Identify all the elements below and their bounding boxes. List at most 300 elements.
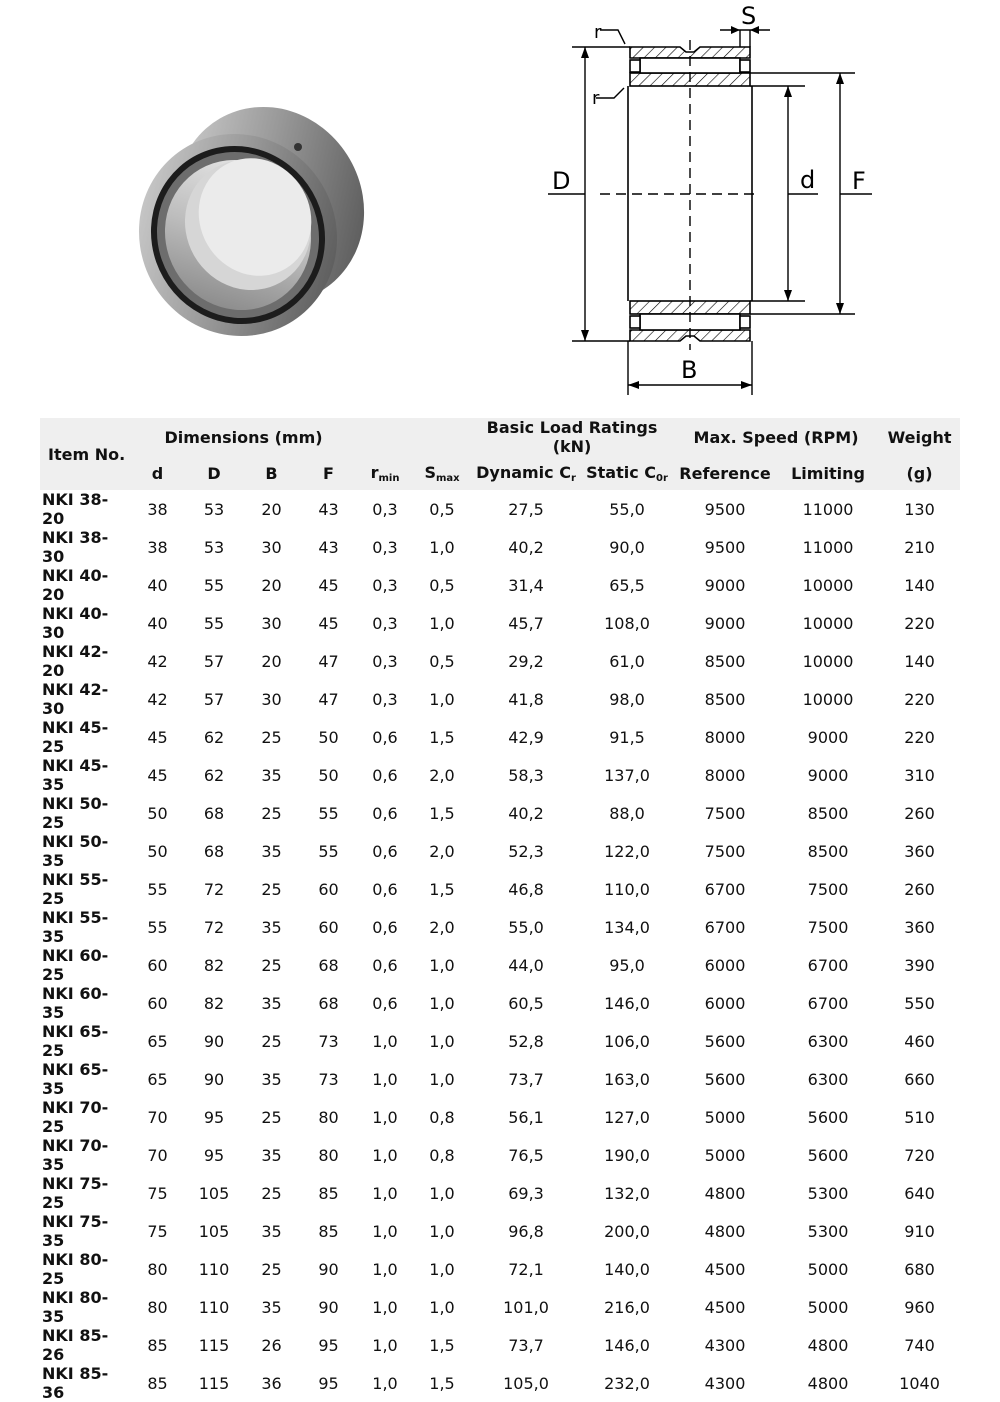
table-cell: 122,0 [604,841,650,861]
table-cell: 5000 [807,1259,849,1279]
table-cell: 35 [261,1221,282,1241]
table-cell: 85 [147,1373,168,1393]
col-B: B [243,456,300,490]
table-cell: 53 [203,499,225,519]
table-cell: 25 [261,1183,282,1203]
table-cell: 1,5 [429,879,455,899]
table-cell: 216,0 [604,1297,650,1317]
table-cell: 0,8 [429,1145,455,1165]
item-number: NKI 42-20 [42,642,109,680]
table-row [40,832,960,870]
header-item-no: Item No. [40,418,130,490]
table-cell: 1,0 [372,1297,398,1317]
table-cell: 40 [147,575,168,595]
table-cell: 910 [904,1221,935,1241]
table-cell: 45 [147,765,168,785]
table-cell: 90 [203,1069,225,1089]
table-cell: 35 [261,917,282,937]
table-cell: 30 [261,537,282,557]
table-row [40,1098,960,1136]
table-cell: 95 [203,1107,225,1127]
table-row [40,1288,960,1326]
table-cell: 146,0 [604,1335,650,1355]
table-cell: 1,0 [372,1221,398,1241]
table-cell: 9000 [704,575,746,595]
table-cell: 80 [147,1259,168,1279]
label-d-outer: D [552,167,571,195]
col-dynamic: Dynamic $C_r$ [471,456,581,490]
table-cell: 73,7 [508,1335,544,1355]
table-cell: 95 [203,1145,225,1165]
table-cell: 60,5 [508,993,544,1013]
table-cell: 8500 [704,689,746,709]
table-cell: 6300 [807,1069,849,1089]
table-cell: 55 [147,879,168,899]
table-cell: 190,0 [604,1145,650,1165]
table-cell: 80 [318,1107,339,1127]
table-cell: 35 [261,841,282,861]
col-s-max: $S_{max}$ [413,456,471,490]
table-cell: 72,1 [508,1259,544,1279]
table-cell: 4800 [704,1183,746,1203]
table-row [40,642,960,680]
item-number: NKI 55-25 [42,870,109,908]
table-cell: 73 [318,1031,339,1051]
label-d-inner: d [800,166,816,194]
table-cell: 550 [904,993,935,1013]
table-cell: 0,3 [372,537,398,557]
table-cell: 57 [203,689,225,709]
table-cell: 25 [261,955,282,975]
table-cell: 140 [904,651,935,671]
item-number: NKI 85-36 [42,1364,109,1402]
table-cell: 42,9 [508,727,544,747]
table-row [40,1250,960,1288]
table-cell: 0,8 [429,1107,455,1127]
table-cell: 46,8 [508,879,544,899]
table-cell: 11000 [802,499,854,519]
table-cell: 4500 [704,1259,746,1279]
table-cell: 1,5 [429,1373,455,1393]
table-row [40,984,960,1022]
table-cell: 42 [147,689,168,709]
table-cell: 60 [147,993,168,1013]
table-cell: 35 [261,1297,282,1317]
label-f: F [852,167,866,195]
table-cell: 47 [318,651,339,671]
table-cell: 55 [318,841,339,861]
table-cell: 1,0 [372,1373,398,1393]
table-cell: 70 [147,1107,168,1127]
col-D: D [185,456,243,490]
table-cell: 25 [261,879,282,899]
table-cell: 90 [203,1031,225,1051]
table-cell: 76,5 [508,1145,544,1165]
item-number: NKI 55-35 [42,908,109,946]
table-cell: 68 [318,955,339,975]
table-cell: 5000 [704,1107,746,1127]
table-cell: 1,0 [429,1297,455,1317]
item-number: NKI 80-25 [42,1250,109,1288]
table-cell: 20 [261,499,282,519]
table-cell: 31,4 [508,575,544,595]
table-cell: 40,2 [508,803,544,823]
table-cell: 5600 [704,1069,746,1089]
table-cell: 56,1 [508,1107,544,1127]
table-cell: 5600 [807,1145,849,1165]
table-cell: 25 [261,727,282,747]
table-cell: 1,5 [429,1335,455,1355]
table-cell: 1,0 [429,955,455,975]
header-max-speed: Max. Speed (RPM) [673,418,879,456]
table-cell: 0,6 [372,955,398,975]
table-row [40,1174,960,1212]
table-cell: 35 [261,1069,282,1089]
table-cell: 163,0 [604,1069,650,1089]
table-cell: 6700 [807,993,849,1013]
item-number: NKI 50-25 [42,794,109,832]
table-cell: 25 [261,803,282,823]
specification-table [40,418,960,1402]
table-cell: 36 [261,1373,282,1393]
table-cell: 105 [198,1183,230,1203]
table-cell: 6000 [704,955,746,975]
table-cell: 0,5 [429,499,455,519]
table-cell: 69,3 [508,1183,544,1203]
table-cell: 41,8 [508,689,544,709]
table-cell: 0,3 [372,499,398,519]
table-cell: 88,0 [609,803,645,823]
col-static: Static $C_{0r}$ [581,456,673,490]
table-cell: 0,5 [429,575,455,595]
header-weight: Weight [879,418,960,456]
table-cell: 62 [203,765,225,785]
table-cell: 45 [147,727,168,747]
table-cell: 510 [904,1107,935,1127]
table-cell: 6700 [704,879,746,899]
table-cell: 65 [147,1069,168,1089]
table-cell: 75 [147,1221,168,1241]
table-cell: 95 [318,1335,339,1355]
table-cell: 1,0 [372,1183,398,1203]
table-cell: 0,6 [372,765,398,785]
table-cell: 1,0 [372,1031,398,1051]
table-cell: 9000 [807,727,849,747]
table-cell: 80 [147,1297,168,1317]
table-row [40,794,960,832]
table-cell: 35 [261,765,282,785]
table-cell: 57 [203,651,225,671]
table-cell: 640 [904,1183,935,1203]
table-cell: 110,0 [604,879,650,899]
col-d: d [130,456,185,490]
table-cell: 1,0 [372,1259,398,1279]
table-cell: 108,0 [604,613,650,633]
table-cell: 42 [147,651,168,671]
table-row [40,1326,960,1364]
table-cell: 106,0 [604,1031,650,1051]
table-cell: 8500 [807,803,849,823]
table-cell: 137,0 [604,765,650,785]
table-cell: 50 [147,841,168,861]
table-cell: 132,0 [604,1183,650,1203]
table-cell: 1,5 [429,727,455,747]
table-cell: 82 [203,955,225,975]
table-row [40,756,960,794]
table-row [40,1212,960,1250]
table-cell: 127,0 [604,1107,650,1127]
item-number: NKI 60-25 [42,946,109,984]
table-cell: 0,3 [372,575,398,595]
table-cell: 232,0 [604,1373,650,1393]
table-cell: 0,6 [372,727,398,747]
table-row [40,1060,960,1098]
table-cell: 0,3 [372,689,398,709]
table-cell: 52,8 [508,1031,544,1051]
table-cell: 35 [261,1145,282,1165]
table-cell: 55 [203,575,225,595]
table-cell: 20 [261,651,282,671]
table-cell: 27,5 [508,499,544,519]
table-cell: 4500 [704,1297,746,1317]
table-cell: 2,0 [429,917,455,937]
table-cell: 4800 [807,1335,849,1355]
table-cell: 0,6 [372,879,398,899]
bearing-cross-section-drawing [540,0,880,400]
item-number: NKI 65-35 [42,1060,109,1098]
table-cell: 72 [203,917,225,937]
table-row [40,680,960,718]
table-row [40,718,960,756]
table-cell: 0,3 [372,651,398,671]
table-cell: 110 [198,1259,230,1279]
table-cell: 660 [904,1069,935,1089]
table-cell: 6000 [704,993,746,1013]
table-cell: 25 [261,1259,282,1279]
table-cell: 58,3 [508,765,544,785]
table-row [40,1022,960,1060]
table-cell: 55 [147,917,168,937]
table-cell: 9500 [704,537,746,557]
table-cell: 5300 [807,1221,849,1241]
table-cell: 0,6 [372,841,398,861]
table-cell: 6700 [704,917,746,937]
table-cell: 26 [261,1335,282,1355]
table-cell: 70 [147,1145,168,1165]
table-row [40,1136,960,1174]
table-cell: 95 [318,1373,339,1393]
table-cell: 10000 [802,689,854,709]
table-cell: 62 [203,727,225,747]
table-cell: 6700 [807,955,849,975]
table-row [40,870,960,908]
table-cell: 6300 [807,1031,849,1051]
label-r-top: r [594,22,602,43]
table-cell: 220 [904,689,935,709]
table-cell: 10000 [802,651,854,671]
table-cell: 260 [904,879,935,899]
table-cell: 9000 [704,613,746,633]
table-cell: 75 [147,1183,168,1203]
table-cell: 47 [318,689,339,709]
table-cell: 43 [318,499,339,519]
table-cell: 360 [904,917,935,937]
table-cell: 1,0 [429,1069,455,1089]
table-cell: 1,0 [429,1031,455,1051]
table-cell: 1,0 [429,613,455,633]
table-cell: 1,0 [429,1221,455,1241]
table-cell: 60 [318,917,339,937]
table-cell: 55 [203,613,225,633]
table-cell: 72 [203,879,225,899]
table-cell: 146,0 [604,993,650,1013]
table-row [40,566,960,604]
table-cell: 1,0 [429,993,455,1013]
table-cell: 1,0 [429,1183,455,1203]
table-cell: 5600 [704,1031,746,1051]
table-cell: 1,0 [429,689,455,709]
col-F: F [300,456,357,490]
bearing-photo [120,95,370,345]
table-cell: 0,6 [372,917,398,937]
table-row [40,528,960,566]
table-cell: 101,0 [503,1297,549,1317]
table-cell: 8500 [704,651,746,671]
table-cell: 7500 [807,917,849,937]
item-number: NKI 42-30 [42,680,109,718]
table-cell: 115 [198,1373,230,1393]
table-cell: 220 [904,613,935,633]
table-cell: 95,0 [609,955,645,975]
table-cell: 61,0 [609,651,645,671]
item-number: NKI 60-35 [42,984,109,1022]
table-cell: 1,0 [372,1107,398,1127]
table-cell: 1,5 [429,803,455,823]
table-cell: 1,0 [429,537,455,557]
header-dimensions: Dimensions (mm) [130,418,357,456]
item-number: NKI 85-26 [42,1326,109,1364]
item-number: NKI 75-35 [42,1212,109,1250]
table-cell: 60 [318,879,339,899]
table-cell: 4800 [704,1221,746,1241]
table-cell: 53 [203,537,225,557]
table-cell: 105 [198,1221,230,1241]
table-cell: 210 [904,537,935,557]
item-number: NKI 45-25 [42,718,109,756]
table-cell: 68 [318,993,339,1013]
table-cell: 1,0 [372,1335,398,1355]
label-s: S [741,2,757,30]
table-cell: 390 [904,955,935,975]
table-cell: 65 [147,1031,168,1051]
table-cell: 960 [904,1297,935,1317]
table-cell: 52,3 [508,841,544,861]
table-cell: 460 [904,1031,935,1051]
table-cell: 25 [261,1031,282,1051]
item-number: NKI 70-25 [42,1098,109,1136]
table-cell: 115 [198,1335,230,1355]
table-cell: 90,0 [609,537,645,557]
item-number: NKI 50-35 [42,832,109,870]
table-cell: 68 [203,841,225,861]
table-cell: 10000 [802,613,854,633]
table-cell: 140,0 [604,1259,650,1279]
table-cell: 45 [318,575,339,595]
table-cell: 140 [904,575,935,595]
table-cell: 80 [318,1145,339,1165]
table-cell: 0,6 [372,993,398,1013]
table-cell: 90 [318,1297,339,1317]
table-cell: 0,3 [372,613,398,633]
table-cell: 134,0 [604,917,650,937]
table-row [40,946,960,984]
table-cell: 45 [318,613,339,633]
table-cell: 9500 [704,499,746,519]
table-cell: 0,6 [372,803,398,823]
table-cell: 55,0 [609,499,645,519]
table-cell: 9000 [807,765,849,785]
table-cell: 55 [318,803,339,823]
table-cell: 360 [904,841,935,861]
table-cell: 4800 [807,1373,849,1393]
table-cell: 260 [904,803,935,823]
table-cell: 7500 [704,803,746,823]
table-cell: 2,0 [429,765,455,785]
table-cell: 91,5 [609,727,645,747]
table-cell: 110 [198,1297,230,1317]
item-number: NKI 45-35 [42,756,109,794]
item-number: NKI 80-35 [42,1288,109,1326]
table-cell: 11000 [802,537,854,557]
table-cell: 5000 [807,1297,849,1317]
header-load-ratings: Basic Load Ratings (kN) [471,418,673,456]
table-cell: 310 [904,765,935,785]
table-cell: 5600 [807,1107,849,1127]
table-cell: 50 [318,765,339,785]
table-cell: 7500 [807,879,849,899]
table-cell: 5300 [807,1183,849,1203]
item-number: NKI 75-25 [42,1174,109,1212]
table-cell: 2,0 [429,841,455,861]
item-number: NKI 70-35 [42,1136,109,1174]
table-cell: 40,2 [508,537,544,557]
table-cell: 50 [318,727,339,747]
table-cell: 105,0 [503,1373,549,1393]
table-cell: 1,0 [372,1145,398,1165]
table-cell: 4300 [704,1335,746,1355]
table-row [40,490,960,528]
table-cell: 90 [318,1259,339,1279]
table-cell: 35 [261,993,282,1013]
item-number: NKI 40-20 [42,566,109,604]
item-number: NKI 65-25 [42,1022,109,1060]
table-cell: 65,5 [609,575,645,595]
table-cell: 4300 [704,1373,746,1393]
table-cell: 98,0 [609,689,645,709]
table-cell: 1,0 [372,1069,398,1089]
table-cell: 73,7 [508,1069,544,1089]
table-cell: 5000 [704,1145,746,1165]
col-limiting: Limiting [777,456,879,490]
table-cell: 73 [318,1069,339,1089]
table-cell: 68 [203,803,225,823]
table-cell: 43 [318,537,339,557]
table-cell: 200,0 [604,1221,650,1241]
table-cell: 130 [904,499,935,519]
col-r-min: $r_{min}$ [357,456,413,490]
item-number: NKI 38-20 [42,490,109,528]
table-cell: 38 [147,499,168,519]
